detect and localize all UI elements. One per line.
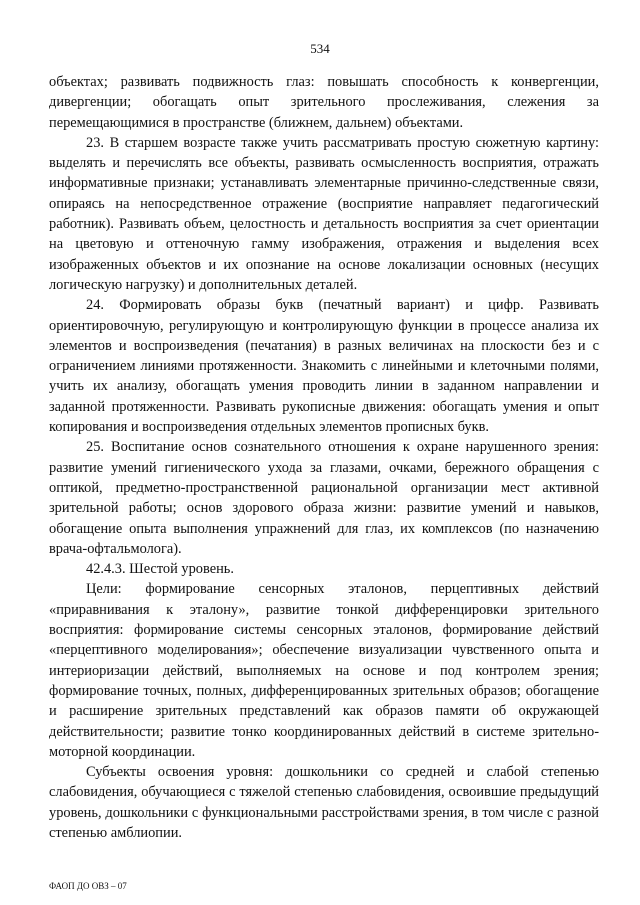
paragraph-item-25: 25. Воспитание основ сознательного отношения к охране нарушенного зрения: развитие умений гигиенического ухода за глазами, очками, бережного обращения с оптикой, предметно-пространственной рациональной организации мест активной зрительной работы; основ здорового образа жизни: развитие умений и навыков, обогащение опыта выполнения упражнений для глаз, их комплексов (по назначению врача-офтальмолога). <box>49 439 599 557</box>
paragraph-item-24: 24. Формировать образы букв (печатный вариант) и цифр. Развивать ориентировочную, регулирующую и контролирующую функции в процессе анализа их элементов и воспроизведения (печатания) в разных величинах на плоскости без и с ограничением линиями протяженности. Знакомить с линейными и клеточными полями, учить их анализу, обогащать умения проводить линии в заданном направлении и заданной протяженности. Развивать рукописные движения: обогащать умения и опыт копирования и воспроизведения отдельных элементов прописных букв. <box>49 297 599 436</box>
paragraph-goals: Цели: формирование сенсорных эталонов, перцептивных действий «приравнивания к эталону», развитие тонкой дифференцировки зрительного восприятия: формирование системы сенсорных эталонов, формирование действий «перцептивного моделирования»; обеспечение визуализации чувственного опыта и интериоризации действий, выполняемых на основе и под контролем зрения; формирование точных, полных, дифференцированных зрительных образов; обогащение и расширение зрительных представлений как образов памяти об окружающей действительности; развитие тонко координированных действий в системе зрительно-моторной координации. <box>49 581 599 760</box>
document-body <box>49 72 599 843</box>
paragraph-item-23: 23. В старшем возрасте также учить рассматривать простую сюжетную картину: выделять и перечислять все объекты, развивать осмысленность восприятия, отражать информативные признаки; устанавливать элементарные причинно-следственные связи, опираясь на непосредственное отражение (восприятие направляет педагогический работник). Развивать объем, целостность и детальность восприятия за счет ориентации на цветовую и оттеночную гамму изображения, отражения и выделения всех изображенных объектов и их опознание на основе локализации основных (несущих логическую нагрузку) и дополнительных деталей. <box>49 134 599 293</box>
paragraph-subjects: Субъекты освоения уровня: дошкольники со средней и слабой степенью слабовидения, обучающиеся с тяжелой степенью слабовидения, освоившие предыдущий уровень, дошкольники с функциональными расстройствами зрения, в том числе с разной степенью амблиопии. <box>49 764 599 841</box>
section-heading: 42.4.3. Шестой уровень. <box>86 561 234 578</box>
page-number: 534 <box>310 41 330 56</box>
paragraph-continuation: объектах; развивать подвижность глаз: повышать способность к конвергенции, дивергенции; обогащать опыт зрительного прослеживания, слежения за перемещающимися в пространстве (ближнем, дальнем) объектами. <box>49 74 599 131</box>
document-footer: ФАОП ДО ОВЗ – 07 <box>49 881 127 891</box>
